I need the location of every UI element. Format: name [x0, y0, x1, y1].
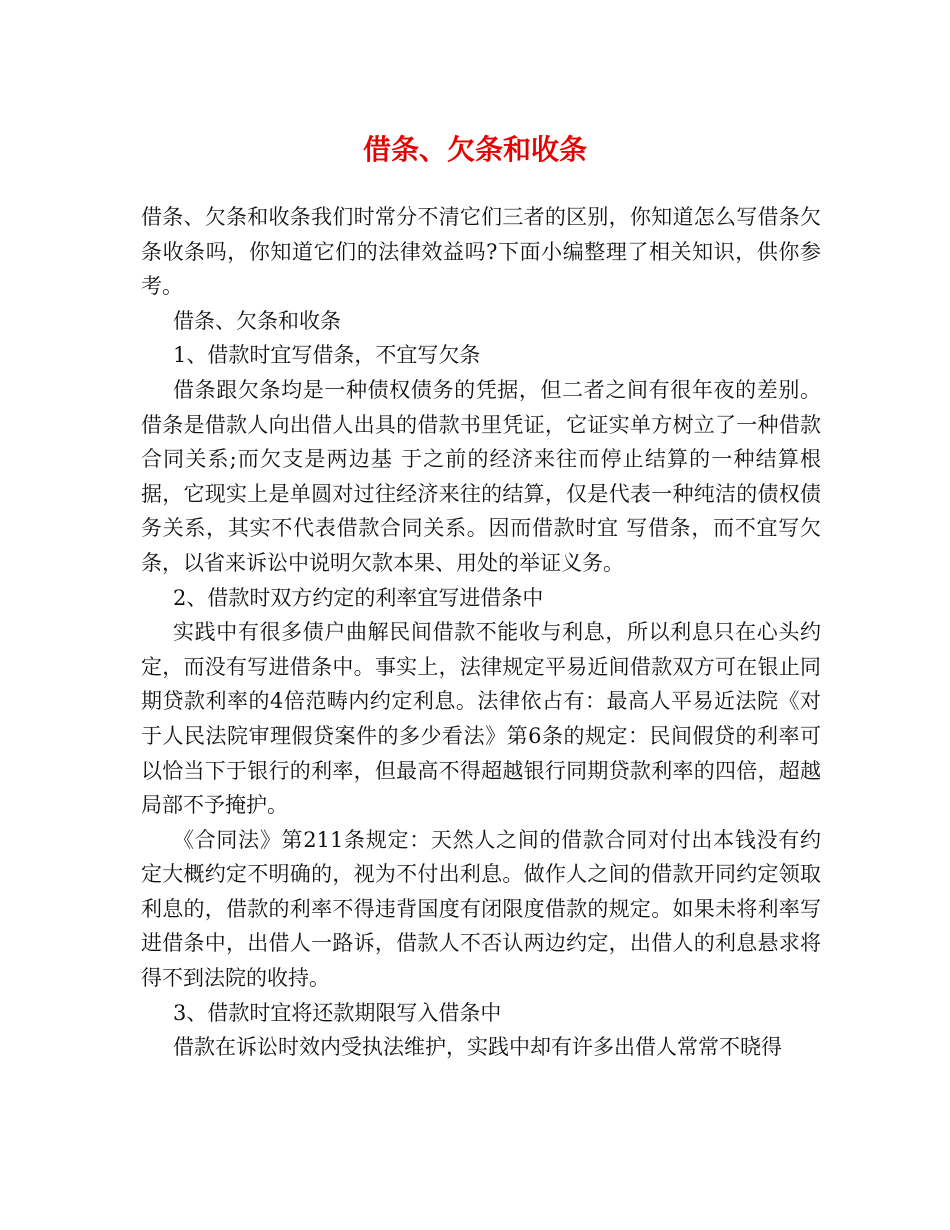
body-paragraph: 借款在诉讼时效内受执法维护，实践中却有许多出借人常常不晓得 — [173, 1035, 782, 1060]
body-paragraph: 实践中有很多债户曲解民间借款不能收与利息，所以利息只在心头约定，而没有写进借条中。事实上，法律规定平易近间借款双方可在银止同期贷款利率的4倍范畴内约定利息。法律依占有：最高人平易近法院《对于人民法院审理假贷案件的多少看法》第6条的规定：民间假贷的利率可以恰当下于银行的利率，但最高不得超越银行同期贷款利率的四倍，超越局部不予掩护。 — [141, 620, 821, 818]
section-heading: 1、借款时宜写借条，不宜写欠条 — [173, 343, 481, 368]
body-paragraph: 《合同法》第211条规定：天然人之间的借款合同对付出本钱没有约定大概约定不明确的，视为不付出利息。做作人之间的借款开同约定领取利息的，借款的利率不得违背国度有闭限度借款的规定。如果未将利率写进借条中，出借人一路诉，借款人不否认两边约定，出借人的利息悬求将得不到法院的收持。 — [141, 827, 821, 991]
body-paragraph: 借条跟欠条均是一种债权债务的凭据，但二者之间有很年夜的差别。借条是借款人向出借人出具的借款书里凭证，它证实单方树立了一种借款合同关系;而欠支是两边基 于之前的经济来往而停止结算的一种结算根据，它现实上是单圆对过往经济来往的结算，仅是代表一种纯洁的债权债务关系，其实不代表借款合同关系。因而借款时宜 写借条，而不宜写欠条，以省来诉讼中说明欠款本果、用处的举证义务。 — [141, 377, 821, 575]
document-title: 借条、欠条和收条 — [362, 133, 587, 166]
section-heading: 2、借款时双方约定的利率宜写进借条中 — [173, 585, 544, 610]
document-body — [141, 200, 821, 1065]
body-paragraph: 借条、欠条和收条我们时常分不清它们三者的区别，你知道怎么写借条欠条收条吗，你知道它们的法律效益吗?下面小编整理了相关知识，供你参考。 — [141, 205, 821, 299]
section-heading: 借条、欠条和收条 — [173, 308, 341, 333]
section-heading: 3、借款时宜将还款期限写入借条中 — [173, 1000, 502, 1025]
